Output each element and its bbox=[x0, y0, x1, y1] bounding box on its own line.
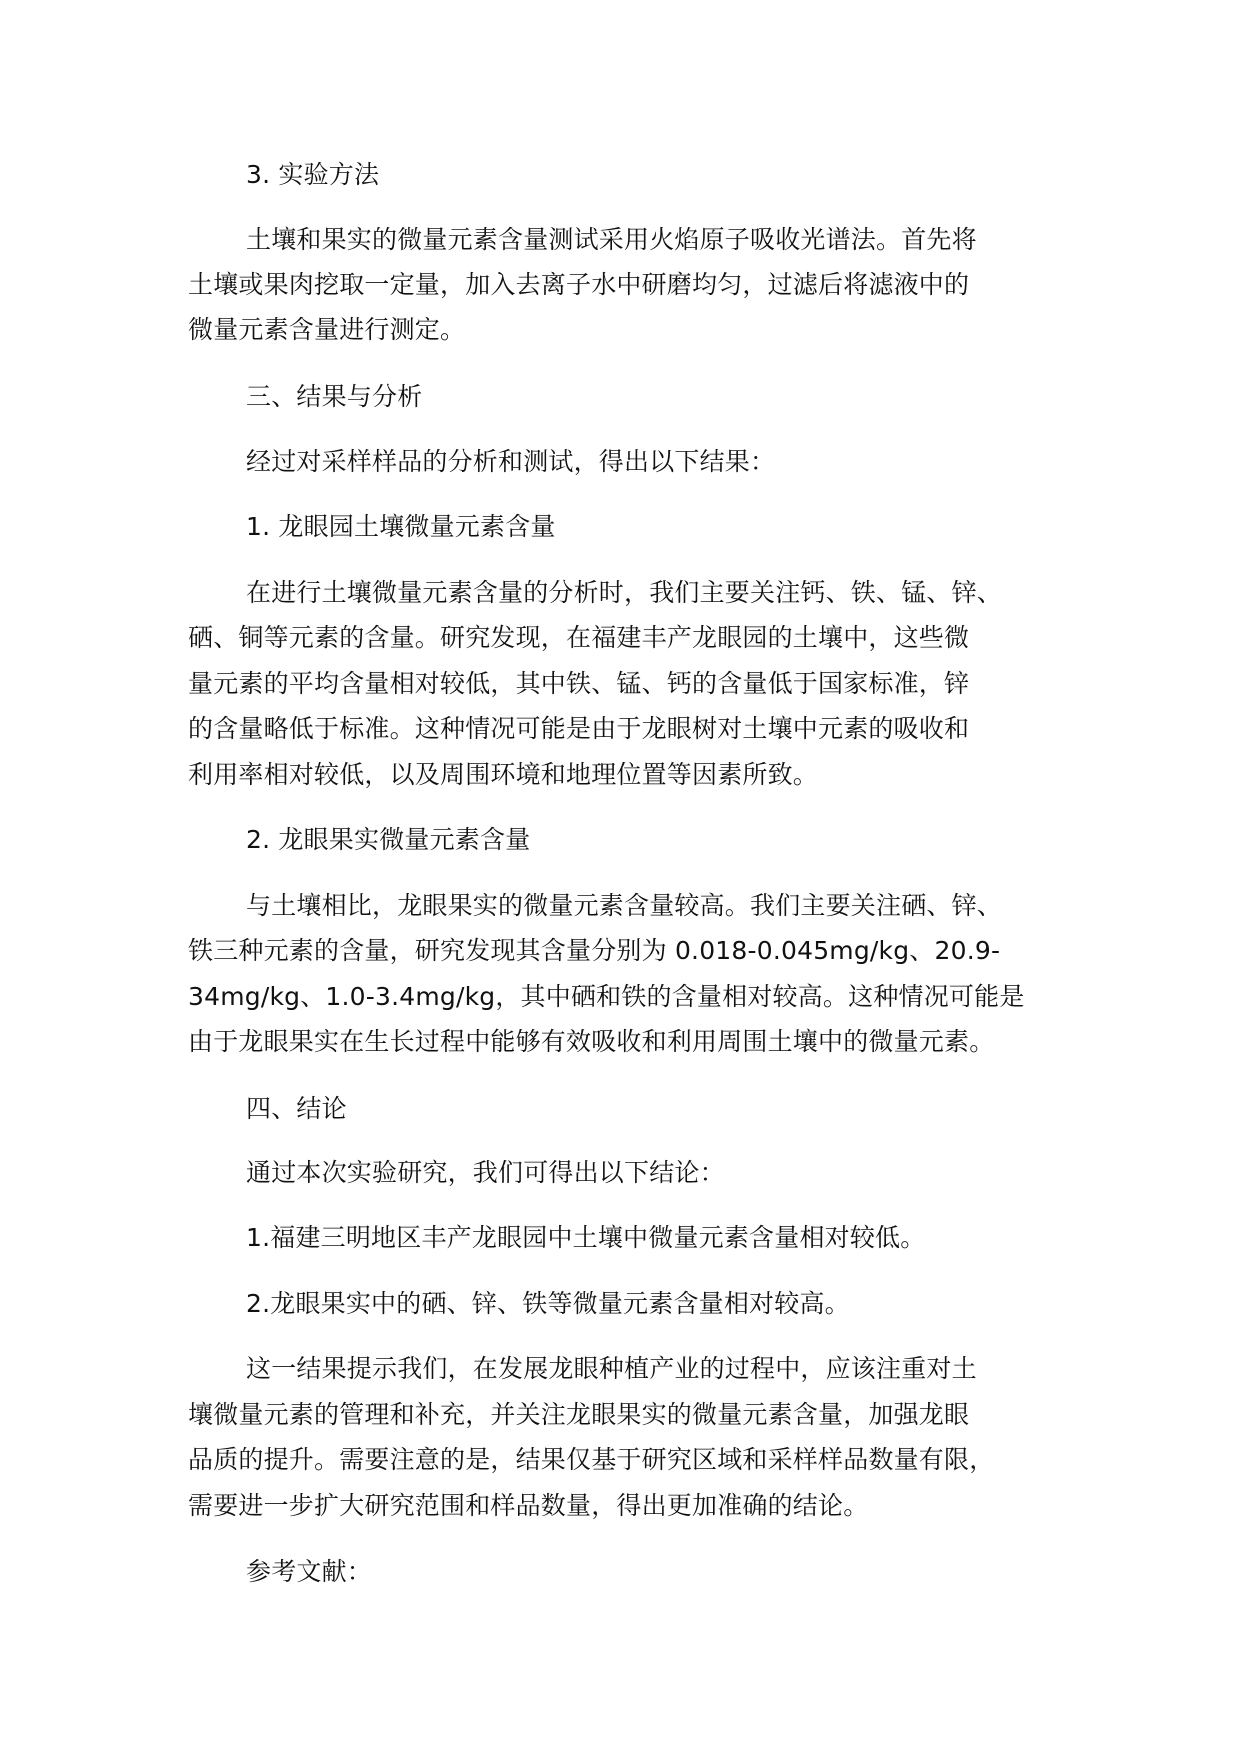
subsection-heading-soil: 1. 龙眼园土壤微量元素含量 bbox=[246, 512, 556, 541]
paragraph-line: 品质的提升。需要注意的是，结果仅基于研究区域和采样样品数量有限， bbox=[188, 1445, 995, 1474]
paragraph-line: 硒、铜等元素的含量。研究发现，在福建丰产龙眼园的土壤中，这些微 bbox=[188, 623, 970, 652]
subsection-heading-fruit: 2. 龙眼果实微量元素含量 bbox=[246, 825, 531, 854]
paragraph-line: 需要进一步扩大研究范围和样品数量，得出更加准确的结论。 bbox=[188, 1491, 869, 1520]
section-heading-results: 三、结果与分析 bbox=[246, 382, 423, 411]
paragraph-line: 的含量略低于标准。这种情况可能是由于龙眼树对土壤中元素的吸收和 bbox=[188, 714, 970, 743]
paragraph-line: 在进行土壤微量元素含量的分析时，我们主要关注钙、铁、锰、锌、 bbox=[246, 578, 1003, 607]
paragraph-line: 土壤或果肉挖取一定量，加入去离子水中研磨均匀，过滤后将滤液中的 bbox=[188, 270, 970, 299]
paragraph-line: 由于龙眼果实在生长过程中能够有效吸收和利用周围土壤中的微量元素。 bbox=[188, 1027, 995, 1056]
section-heading-methods: 3. 实验方法 bbox=[246, 160, 380, 189]
section-heading-references: 参考文献： bbox=[246, 1557, 373, 1586]
paragraph-line: 铁三种元素的含量，研究发现其含量分别为 0.018-0.045mg/kg、20.9- bbox=[188, 936, 1001, 965]
conclusion-item: 2.龙眼果实中的硒、锌、铁等微量元素含量相对较高。 bbox=[246, 1289, 850, 1318]
conclusion-item: 1.福建三明地区丰产龙眼园中土壤中微量元素含量相对较低。 bbox=[246, 1223, 926, 1252]
paragraph-line: 量元素的平均含量相对较低，其中铁、锰、钙的含量低于国家标准，锌 bbox=[188, 669, 970, 698]
section-heading-conclusion: 四、结论 bbox=[246, 1094, 347, 1123]
paragraph-line: 土壤和果实的微量元素含量测试采用火焰原子吸收光谱法。首先将 bbox=[246, 225, 977, 254]
paragraph-line: 这一结果提示我们，在发展龙眼种植产业的过程中，应该注重对土 bbox=[246, 1354, 977, 1383]
paragraph-line: 与土壤相比，龙眼果实的微量元素含量较高。我们主要关注硒、锌、 bbox=[246, 891, 1003, 920]
paragraph-line: 经过对采样样品的分析和测试，得出以下结果： bbox=[246, 447, 776, 476]
paragraph-line: 利用率相对较低，以及周围环境和地理位置等因素所致。 bbox=[188, 760, 819, 789]
paragraph-line: 通过本次实验研究，我们可得出以下结论： bbox=[246, 1158, 725, 1187]
paragraph-line: 壤微量元素的管理和补充，并关注龙眼果实的微量元素含量，加强龙眼 bbox=[188, 1400, 970, 1429]
paragraph-line: 34mg/kg、1.0-3.4mg/kg，其中硒和铁的含量相对较高。这种情况可能是 bbox=[188, 982, 1025, 1011]
paragraph-line: 微量元素含量进行测定。 bbox=[188, 315, 466, 344]
